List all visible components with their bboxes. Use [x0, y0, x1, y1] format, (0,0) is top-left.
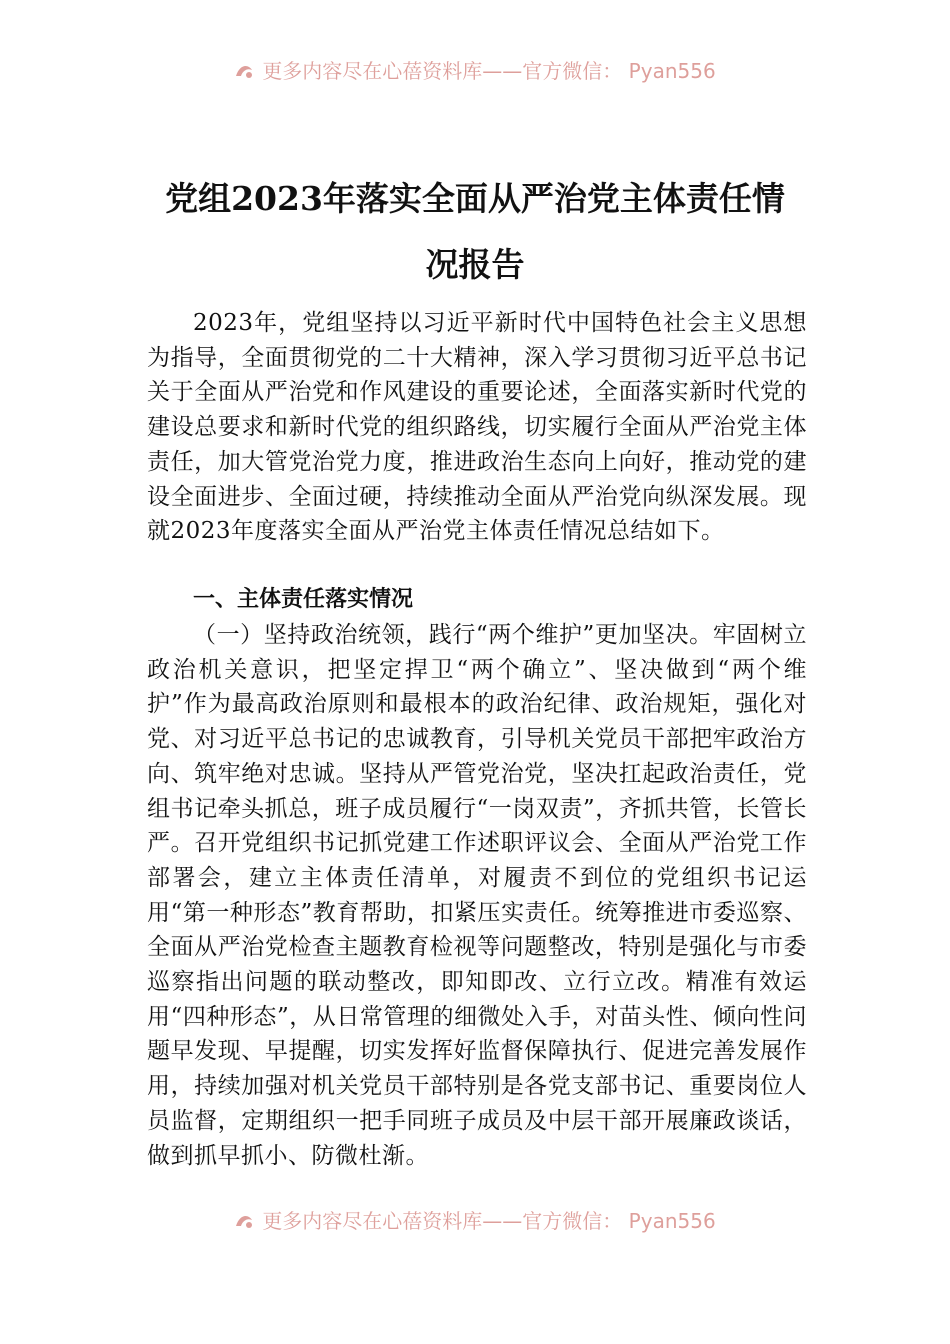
watermark-text: 更多内容尽在心蓓资料库——官方微信： Pyan556	[262, 59, 716, 83]
document-title-line-2: 况报告	[425, 245, 525, 284]
logo-icon	[234, 1212, 256, 1230]
section-heading: 一、主体责任落实情况	[193, 587, 414, 612]
section-paragraph: （一）坚持政治统领，践行“两个维护”更加坚决。牢固树立政治机关意识，把坚定捍卫“两个确立”、坚决做到“两个维护”作为最高政治原则和最根本的政治纪律、政治规矩，强化对党、对习近平总书记的忠诚教育，引导机关党员干部把牢政治方向、筑牢绝对忠诚。坚持从严管党治党，坚决扛起政治责任，党组书记牵头抓总，班子成员履行“一岗双责”，齐抓共管，长管长严。召开党组织书记抓党建工作述职评议会、全面从严治党工作部署会，建立主体责任清单，对履责不到位的党组织书记运用“第一种形态”教育帮助，扣紧压实责任。统筹推进市委巡察、全面从严治党检查主题教育检视等问题整改，特别是强化与市委巡察指出问题的联动整改，即知即改、立行立改。精准有效运用“四种形态”，从日常管理的细微处入手，对苗头性、倾向性问题早发现、早提醒，切实发挥好监督保障执行、促进完善发展作用，持续加强对机关党员干部特别是各党支部书记、重要岗位人员监督，定期组织一把手同班子成员及中层干部开展廉政谈话，做到抓早抓小、防微杜渐。	[147, 622, 807, 1169]
watermark-header	[0, 58, 950, 84]
intro-paragraph: 2023年，党组坚持以习近平新时代中国特色社会主义思想为指导，全面贯彻党的二十大精神，深入学习贯彻习近平总书记关于全面从严治党和作风建设的重要论述，全面落实新时代党的建设总要求和新时代党的组织路线，切实履行全面从严治党主体责任，加大管党治党力度，推进政治生态向上向好，推动党的建设全面进步、全面过硬，持续推动全面从严治党向纵深发展。现就2023年度落实全面从严治党主体责任情况总结如下。	[147, 310, 807, 545]
section-paragraph-block	[147, 618, 807, 1173]
logo-icon	[234, 62, 256, 80]
watermark-footer	[0, 1208, 950, 1234]
watermark-text: 更多内容尽在心蓓资料库——官方微信： Pyan556	[262, 1209, 716, 1233]
document-title-line-1: 党组2023年落实全面从严治党主体责任情	[165, 179, 785, 218]
intro-paragraph-block	[147, 306, 807, 549]
